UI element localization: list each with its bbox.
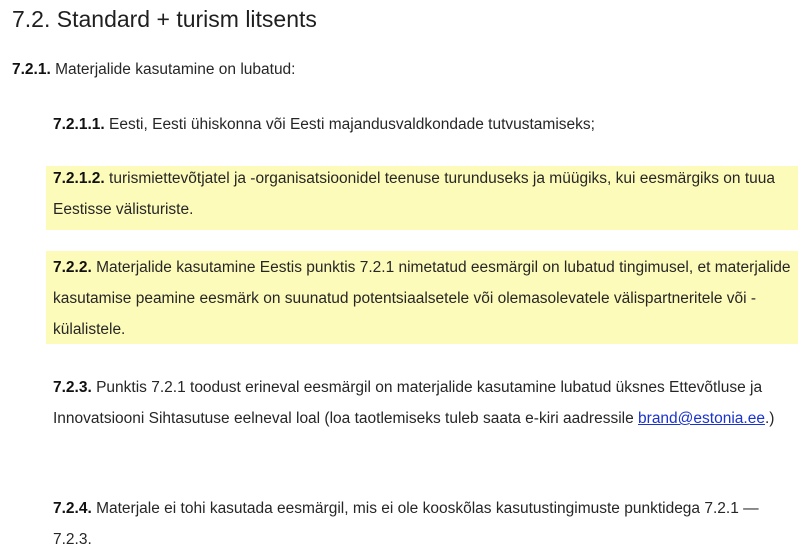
clause-number: 7.2.3. [53, 379, 92, 396]
clause-7-2-1-1 [53, 109, 793, 140]
clause-text: Materjalide kasutamine on lubatud: [55, 61, 296, 78]
clause-number: 7.2.1. [12, 61, 51, 78]
clause-7-2-4 [53, 493, 793, 555]
clause-7-2-1-2 [53, 163, 793, 225]
clause-number: 7.2.4. [53, 500, 92, 517]
clause-number: 7.2.2. [53, 259, 92, 276]
clause-number: 7.2.1.2. [53, 170, 105, 187]
clause-text: Materjale ei tohi kasutada eesmärgil, mis ei ole kooskõlas kasutustingimuste punktidega 7.2.1 — 7.2.3. [53, 500, 759, 548]
section-title: 7.2. Standard + turism litsents [12, 6, 317, 32]
clause-7-2-3 [53, 372, 793, 434]
clause-text: Punktis 7.2.1 toodust erineval eesmärgil on materjalide kasutamine lubatud üksnes Ettevõtluse ja Innovatsiooni Sihtasutuse eelneval loal (loa taotlemiseks tuleb saata e-kiri aadressile [53, 379, 763, 427]
clause-text-after: .) [764, 410, 775, 427]
clause-number: 7.2.1.1. [53, 116, 105, 133]
clause-7-2-1 [12, 54, 792, 85]
clause-text: Materjalide kasutamine Eestis punktis 7.2.1 nimetatud eesmärgil on lubatud tingimusel, et materjalide kasutamise peamine eesmärk on suunatud potentsiaalsetele või olemasolevatele välispartneritele või -külalistele. [53, 259, 791, 338]
clause-7-2-2 [53, 252, 793, 345]
email-link[interactable]: brand@estonia.ee [638, 410, 765, 427]
clause-text: Eesti, Eesti ühiskonna või Eesti majandusvaldkondade tutvustamiseks; [109, 116, 595, 133]
clause-text: turismiettevõtjatel ja -organisatsioonidel teenuse turunduseks ja müügiks, kui eesmärgiks on tuua Eestisse välisturiste. [53, 170, 776, 218]
